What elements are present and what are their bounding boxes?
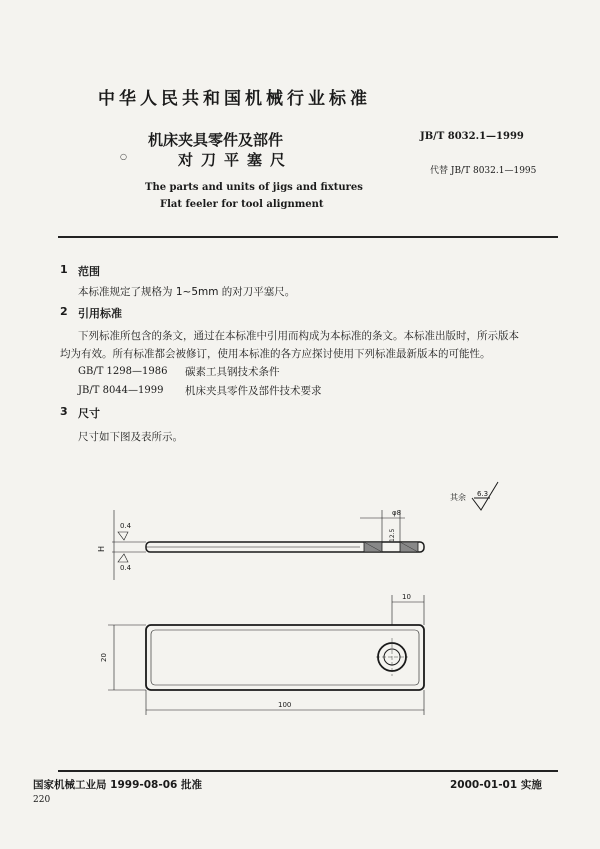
dim-length-label: 100: [278, 701, 292, 709]
reference-1-code: GB/T 1298—1986: [78, 366, 168, 377]
footer-divider: [58, 770, 558, 772]
dim-end-label: 10: [402, 593, 411, 601]
technical-drawing: [0, 470, 600, 740]
top-view: [100, 593, 424, 715]
bullet-mark: ○: [120, 152, 127, 161]
section-2-paragraph-line2: 均为有效。所有标准都会被修订，使用本标准的各方应探讨使用下列标准最新版本的可能性。: [60, 348, 491, 360]
title-cn-line1: 机床夹具零件及部件: [148, 131, 284, 149]
side-view: [97, 509, 424, 580]
title-cn-line2: 对刀平塞尺: [178, 151, 294, 169]
replaces-standard: 代替 JB/T 8032.1—1995: [430, 166, 537, 176]
prc-standard-title: 中华人民共和国机械行业标准: [98, 89, 371, 109]
header-divider: [58, 236, 558, 238]
dim-hole-depth-label: 12.5: [389, 528, 396, 542]
approval-line: 国家机械工业局 1999-08-06 批准: [33, 779, 202, 791]
dim-width-label: 20: [100, 653, 108, 662]
roughness-face-bottom: 0.4: [120, 564, 132, 572]
page-number: 220: [33, 795, 51, 805]
section-3-title: 尺寸: [78, 407, 100, 420]
roughness-face-top: 0.4: [120, 522, 132, 530]
section-1-paragraph: 本标准规定了规格为 1~5mm 的对刀平塞尺。: [78, 286, 296, 298]
reference-1-title: 碳素工具钢技术条件: [185, 366, 280, 378]
roughness-default-symbol: [450, 482, 498, 510]
title-en-line1: The parts and units of jigs and fixtures: [145, 182, 363, 193]
title-en-line2: Flat feeler for tool alignment: [160, 199, 324, 210]
section-1-number: 1: [60, 263, 68, 276]
section-2-paragraph-line1: 下列标准所包含的条文，通过在本标准中引用而构成为本标准的条文。本标准出版时，所示版本: [78, 330, 519, 342]
dim-hole-label: φ8: [392, 509, 402, 517]
section-2-number: 2: [60, 305, 68, 318]
standard-number: JB/T 8032.1—1999: [420, 131, 524, 142]
implementation-date: 2000-01-01 实施: [450, 779, 542, 791]
section-2-title: 引用标准: [78, 307, 122, 320]
section-3-paragraph: 尺寸如下图及表所示。: [78, 431, 183, 443]
roughness-default-value: 6.3: [477, 490, 489, 498]
dim-h-label: H: [97, 545, 106, 552]
roughness-label-text: 其余: [450, 493, 466, 502]
section-1-title: 范围: [78, 265, 100, 278]
section-3-number: 3: [60, 405, 68, 418]
reference-2-code: JB/T 8044—1999: [78, 385, 164, 396]
reference-2-title: 机床夹具零件及部件技术要求: [185, 385, 322, 397]
